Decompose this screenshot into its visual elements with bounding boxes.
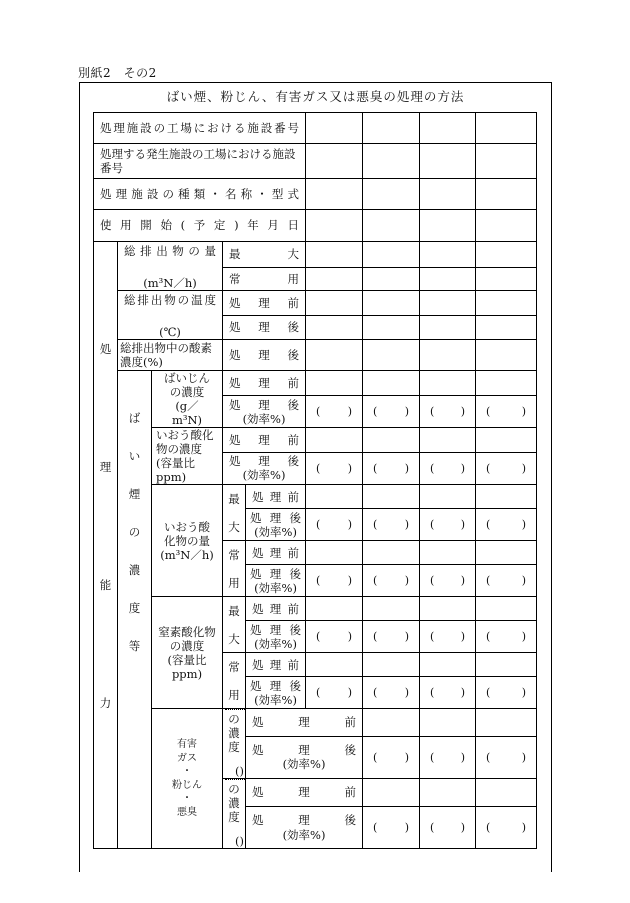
total-temp-label: 総排出物の温度 (℃) [118, 291, 223, 340]
input-cell[interactable] [476, 597, 537, 621]
efficiency-cell[interactable]: ( ) [306, 509, 363, 541]
row-start-date [94, 210, 537, 242]
input-cell[interactable] [306, 179, 363, 210]
before-label: 処理前 [223, 291, 306, 316]
efficiency-cell[interactable]: ( ) [420, 396, 476, 428]
max-label: 最 大 [223, 242, 306, 268]
start-date-label: 使用開始(予定)年月日 [94, 210, 306, 242]
input-cell[interactable] [420, 541, 476, 565]
input-cell[interactable] [363, 144, 420, 179]
efficiency-cell[interactable]: ( ) [363, 509, 420, 541]
efficiency-cell[interactable]: ( ) [476, 621, 537, 653]
before-label: 処理前 [246, 597, 306, 621]
input-cell[interactable] [363, 210, 420, 242]
efficiency-cell[interactable]: ( ) [306, 677, 363, 709]
input-cell[interactable] [420, 268, 476, 291]
efficiency-cell[interactable]: ( ) [420, 806, 476, 849]
input-cell[interactable] [306, 268, 363, 291]
input-cell[interactable] [306, 242, 363, 268]
input-cell[interactable] [306, 597, 363, 621]
input-cell[interactable] [420, 291, 476, 316]
input-cell[interactable] [476, 291, 537, 316]
input-cell[interactable] [363, 340, 420, 371]
input-cell[interactable] [476, 242, 537, 268]
input-cell[interactable] [476, 485, 537, 509]
efficiency-cell[interactable]: ( ) [420, 621, 476, 653]
after-label: 処理後 [223, 315, 306, 340]
efficiency-cell[interactable]: ( ) [476, 396, 537, 428]
sox-amount-label: いおう酸化物の量 (m³N／h) [152, 485, 223, 597]
input-cell[interactable] [306, 485, 363, 509]
form-title: ばい煙、粉じん、有害ガス又は悪臭の処理の方法 [166, 89, 465, 104]
input-cell[interactable] [420, 144, 476, 179]
input-cell[interactable] [363, 653, 420, 677]
efficiency-cell[interactable]: ( ) [306, 452, 363, 485]
input-cell[interactable] [420, 113, 476, 144]
after-efficiency-label: 処理後 (効率%) [246, 806, 363, 849]
after-efficiency-label: 処理後 (効率%) [246, 621, 306, 653]
input-cell[interactable] [306, 371, 363, 396]
input-cell[interactable] [306, 210, 363, 242]
efficiency-cell[interactable]: ( ) [420, 736, 476, 779]
smoke-vertical-label: ば い 煙 の 濃 度 等 [118, 371, 152, 849]
input-cell[interactable] [420, 485, 476, 509]
input-cell[interactable] [306, 291, 363, 316]
before-label: 処理前 [246, 709, 363, 737]
efficiency-cell[interactable]: ( ) [363, 677, 420, 709]
efficiency-cell[interactable]: ( ) [363, 806, 420, 849]
facility-number-label: 処理施設の工場における施設番号 [94, 113, 306, 144]
input-cell[interactable] [420, 179, 476, 210]
input-cell[interactable] [420, 340, 476, 371]
source-number-label: 処理する発生施設の工場における施設番号 [94, 144, 306, 179]
input-cell[interactable] [363, 179, 420, 210]
input-cell[interactable] [306, 144, 363, 179]
input-cell[interactable] [306, 653, 363, 677]
input-cell[interactable] [476, 268, 537, 291]
input-cell[interactable] [420, 428, 476, 452]
efficiency-cell[interactable]: ( ) [363, 452, 420, 485]
efficiency-cell[interactable]: ( ) [363, 736, 420, 779]
efficiency-cell[interactable]: ( ) [476, 677, 537, 709]
before-label: 処理前 [246, 485, 306, 509]
efficiency-cell[interactable]: ( ) [476, 565, 537, 597]
row-type-name-model [94, 179, 537, 210]
before-label: 処理前 [246, 541, 306, 565]
input-cell[interactable] [306, 113, 363, 144]
input-cell[interactable] [363, 315, 420, 340]
type-name-model-label: 処理施設の種類・名称・型式 [94, 179, 306, 210]
input-cell[interactable] [306, 315, 363, 340]
normal-short-label: 常 用 [223, 653, 246, 709]
sox-conc-label: いおう酸化物の濃度 (容量比ppm) [152, 428, 223, 485]
input-cell[interactable] [476, 371, 537, 396]
input-cell[interactable] [476, 541, 537, 565]
input-cell[interactable] [420, 653, 476, 677]
input-cell[interactable] [476, 179, 537, 210]
efficiency-cell[interactable]: ( ) [420, 509, 476, 541]
input-cell[interactable] [363, 779, 420, 807]
input-cell[interactable] [420, 371, 476, 396]
total-volume-label: 総排出物の量 (m³N／h) [118, 242, 223, 291]
input-cell[interactable] [476, 210, 537, 242]
dust-conc-label: ばいじんの濃度 (g／m³N) [152, 371, 223, 428]
input-cell[interactable] [420, 315, 476, 340]
input-cell[interactable] [363, 242, 420, 268]
row-source-number [94, 144, 537, 179]
processing-method-table [93, 112, 537, 849]
normal-short-label: 常 用 [223, 541, 246, 597]
after-efficiency-label: 処理後 (効率%) [246, 509, 306, 541]
substance-conc-label: の濃度 ( ) [223, 779, 246, 849]
input-cell[interactable] [363, 291, 420, 316]
efficiency-cell[interactable]: ( ) [476, 736, 537, 779]
input-cell[interactable] [476, 709, 537, 737]
nox-conc-label: 窒素酸化物の濃度 (容量比ppm) [152, 597, 223, 709]
input-cell[interactable] [363, 113, 420, 144]
efficiency-cell[interactable]: ( ) [476, 806, 537, 849]
before-label: 処理前 [246, 653, 306, 677]
before-label: 処理前 [223, 371, 306, 396]
input-cell[interactable] [363, 371, 420, 396]
input-cell[interactable] [306, 428, 363, 452]
input-cell[interactable] [363, 428, 420, 452]
normal-label: 常 用 [223, 268, 306, 291]
input-cell[interactable] [476, 144, 537, 179]
input-cell[interactable] [363, 597, 420, 621]
efficiency-cell[interactable]: ( ) [476, 509, 537, 541]
row-facility-number [94, 113, 537, 144]
efficiency-cell[interactable]: ( ) [476, 452, 537, 485]
substance-conc-label: の濃度 ( ) [223, 709, 246, 779]
input-cell[interactable] [420, 597, 476, 621]
input-cell[interactable] [476, 653, 537, 677]
after-label: 処理後 [223, 340, 306, 371]
max-short-label: 最 大 [223, 485, 246, 541]
input-cell[interactable] [420, 242, 476, 268]
after-efficiency-label: 処理後 (効率%) [223, 452, 306, 485]
efficiency-cell[interactable]: ( ) [306, 396, 363, 428]
gas-dust-odor-label: 有害 ガス ・ 粉じん ・ 悪臭 [152, 709, 223, 849]
input-cell[interactable] [420, 709, 476, 737]
input-cell[interactable] [363, 485, 420, 509]
input-cell[interactable] [476, 315, 537, 340]
after-efficiency-label: 処理後 (効率%) [246, 736, 363, 779]
efficiency-cell[interactable]: ( ) [420, 565, 476, 597]
input-cell[interactable] [363, 268, 420, 291]
input-cell[interactable] [476, 340, 537, 371]
before-label: 処理前 [246, 779, 363, 807]
after-efficiency-label: 処理後 (効率%) [246, 677, 306, 709]
input-cell[interactable] [476, 113, 537, 144]
efficiency-cell[interactable]: ( ) [306, 565, 363, 597]
input-cell[interactable] [306, 340, 363, 371]
input-cell[interactable] [363, 709, 420, 737]
input-cell[interactable] [420, 210, 476, 242]
capacity-vertical-label: 処 理 能 力 [94, 242, 118, 849]
max-short-label: 最 大 [223, 597, 246, 653]
after-efficiency-label: 処理後 (効率%) [246, 565, 306, 597]
input-cell[interactable] [363, 541, 420, 565]
oxygen-label: 総排出物中の酸素濃度(%) [118, 340, 223, 371]
input-cell[interactable] [420, 779, 476, 807]
efficiency-cell[interactable]: ( ) [363, 565, 420, 597]
after-efficiency-label: 処理後 (効率%) [223, 396, 306, 428]
efficiency-cell[interactable]: ( ) [363, 396, 420, 428]
document-label: 別紙2 その2 [78, 66, 157, 80]
input-cell[interactable] [476, 779, 537, 807]
efficiency-cell[interactable]: ( ) [363, 621, 420, 653]
efficiency-cell[interactable]: ( ) [420, 677, 476, 709]
before-label: 処理前 [223, 428, 306, 452]
input-cell[interactable] [476, 428, 537, 452]
efficiency-cell[interactable]: ( ) [420, 452, 476, 485]
efficiency-cell[interactable]: ( ) [306, 621, 363, 653]
input-cell[interactable] [306, 541, 363, 565]
